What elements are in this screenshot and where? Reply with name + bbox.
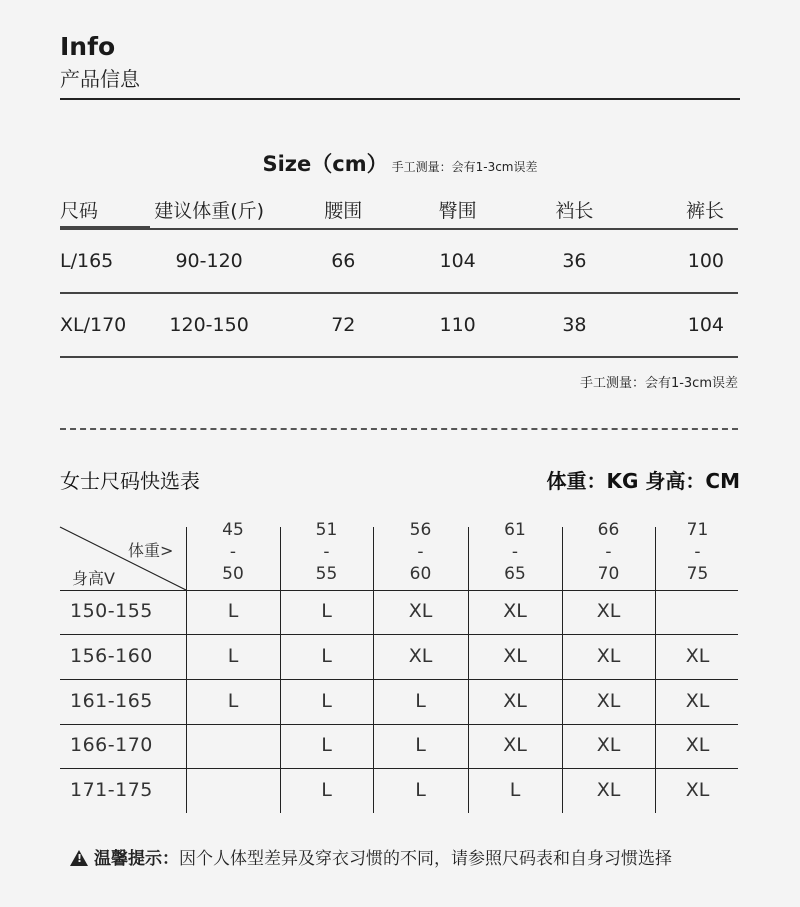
size-cell: XL: [596, 644, 621, 667]
size-cell: XL: [503, 734, 527, 756]
column-divider: [280, 527, 281, 813]
measurement-note: 手工测量：会有1-3cm误差: [579, 376, 738, 391]
height-header: 166-170: [70, 734, 153, 756]
weight-dash: -: [229, 542, 237, 562]
weight-header: [485, 519, 545, 585]
row-divider: [60, 724, 738, 725]
size-cell: XL: [685, 778, 710, 801]
weight-bottom: 70: [597, 564, 620, 584]
size-cell: XL: [596, 778, 621, 801]
weight-bottom: 60: [409, 564, 432, 584]
size-cell: XL: [685, 734, 710, 756]
weight-top: 51: [315, 520, 338, 540]
size-cell: XL: [685, 644, 710, 667]
height-header: 150-155: [70, 600, 153, 622]
size-cell: L: [321, 689, 332, 712]
weight-top: 71: [686, 520, 709, 540]
size-cell: L: [415, 778, 426, 801]
table-cell: L/165: [60, 250, 114, 272]
height-header: 171-175: [70, 778, 153, 801]
info-title: Info: [60, 32, 116, 61]
row-divider: [60, 768, 738, 769]
height-header: 161-165: [70, 689, 153, 712]
column-header: 建议体重(斤): [154, 199, 265, 222]
corner-weight-label: 体重>: [128, 541, 174, 560]
table-cell: 72: [331, 314, 356, 336]
size-title-note: 手工测量：会有1-3cm误差: [391, 160, 538, 174]
weight-bottom: 75: [686, 564, 709, 584]
weight-dash: -: [323, 542, 330, 562]
column-header: 腰围: [324, 199, 363, 222]
size-cell: L: [321, 734, 332, 756]
size-cell: XL: [596, 689, 621, 712]
warning-icon: [70, 850, 88, 866]
size-cell: L: [227, 600, 239, 622]
quick-table-units: 体重：KG 身高：CM: [546, 469, 740, 493]
weight-bottom: 50: [222, 564, 244, 584]
weight-top: 61: [504, 520, 526, 540]
column-divider: [468, 527, 469, 813]
weight-top: 66: [597, 520, 620, 540]
weight-top: 45: [222, 520, 244, 540]
row-divider: [60, 634, 738, 635]
weight-header: [297, 519, 357, 585]
weight-dash: -: [694, 542, 701, 562]
table-cell: XL/170: [60, 314, 127, 336]
table-cell: 110: [439, 314, 476, 336]
weight-header: [668, 519, 728, 585]
column-header: 裤长: [686, 199, 725, 222]
weight-dash: -: [605, 542, 612, 562]
weight-bottom: 65: [504, 564, 526, 584]
size-title-text: Size（cm）: [262, 152, 388, 176]
table-cell: 100: [687, 250, 725, 272]
size-cell: XL: [503, 600, 527, 622]
column-divider: [373, 527, 374, 813]
size-cell: L: [321, 644, 332, 667]
height-header: 156-160: [70, 644, 153, 667]
column-divider: [186, 527, 187, 813]
info-subtitle: 产品信息: [60, 67, 140, 91]
size-cell: XL: [596, 600, 621, 622]
size-cell: L: [321, 778, 332, 801]
size-cell: L: [227, 689, 239, 712]
table-cell: 104: [439, 250, 476, 272]
size-cell: XL: [408, 600, 433, 622]
table-cell: 38: [562, 314, 587, 336]
weight-header: [579, 519, 639, 585]
row-divider: [60, 679, 738, 680]
weight-bottom: 55: [315, 564, 338, 584]
table-cell: 104: [687, 314, 725, 336]
size-cell: XL: [685, 689, 710, 712]
row-divider: [60, 590, 738, 591]
column-header: 臀围: [438, 199, 477, 222]
weight-dash: -: [417, 542, 424, 562]
size-cell: XL: [503, 644, 527, 667]
table-cell: 120-150: [169, 314, 249, 336]
size-cell: L: [509, 778, 521, 801]
size-cell: L: [321, 600, 332, 622]
weight-dash: -: [511, 542, 519, 562]
column-header: 尺码: [60, 199, 99, 222]
column-divider: [562, 527, 563, 813]
size-cell: XL: [503, 689, 527, 712]
table-cell: 36: [562, 250, 587, 272]
size-cell: XL: [408, 644, 433, 667]
column-header: 裆长: [555, 199, 594, 222]
tip-label: 温馨提示：: [94, 849, 179, 869]
tip-bar: [70, 844, 672, 869]
tip-text: 因个人体型差异及穿衣习惯的不同，请参照尺码表和自身习惯选择: [179, 849, 672, 869]
weight-header: [203, 519, 263, 585]
size-cell: XL: [596, 734, 621, 756]
table-cell: 66: [331, 250, 356, 272]
table-cell: 90-120: [175, 250, 243, 272]
corner-height-label: 身高V: [72, 569, 115, 588]
quick-table-title: 女士尺码快选表: [60, 469, 200, 493]
size-cell: L: [227, 644, 239, 667]
size-cell: L: [415, 689, 426, 712]
column-divider: [655, 527, 656, 813]
weight-header: [391, 519, 451, 585]
size-cell: L: [415, 734, 426, 756]
weight-top: 56: [409, 520, 432, 540]
